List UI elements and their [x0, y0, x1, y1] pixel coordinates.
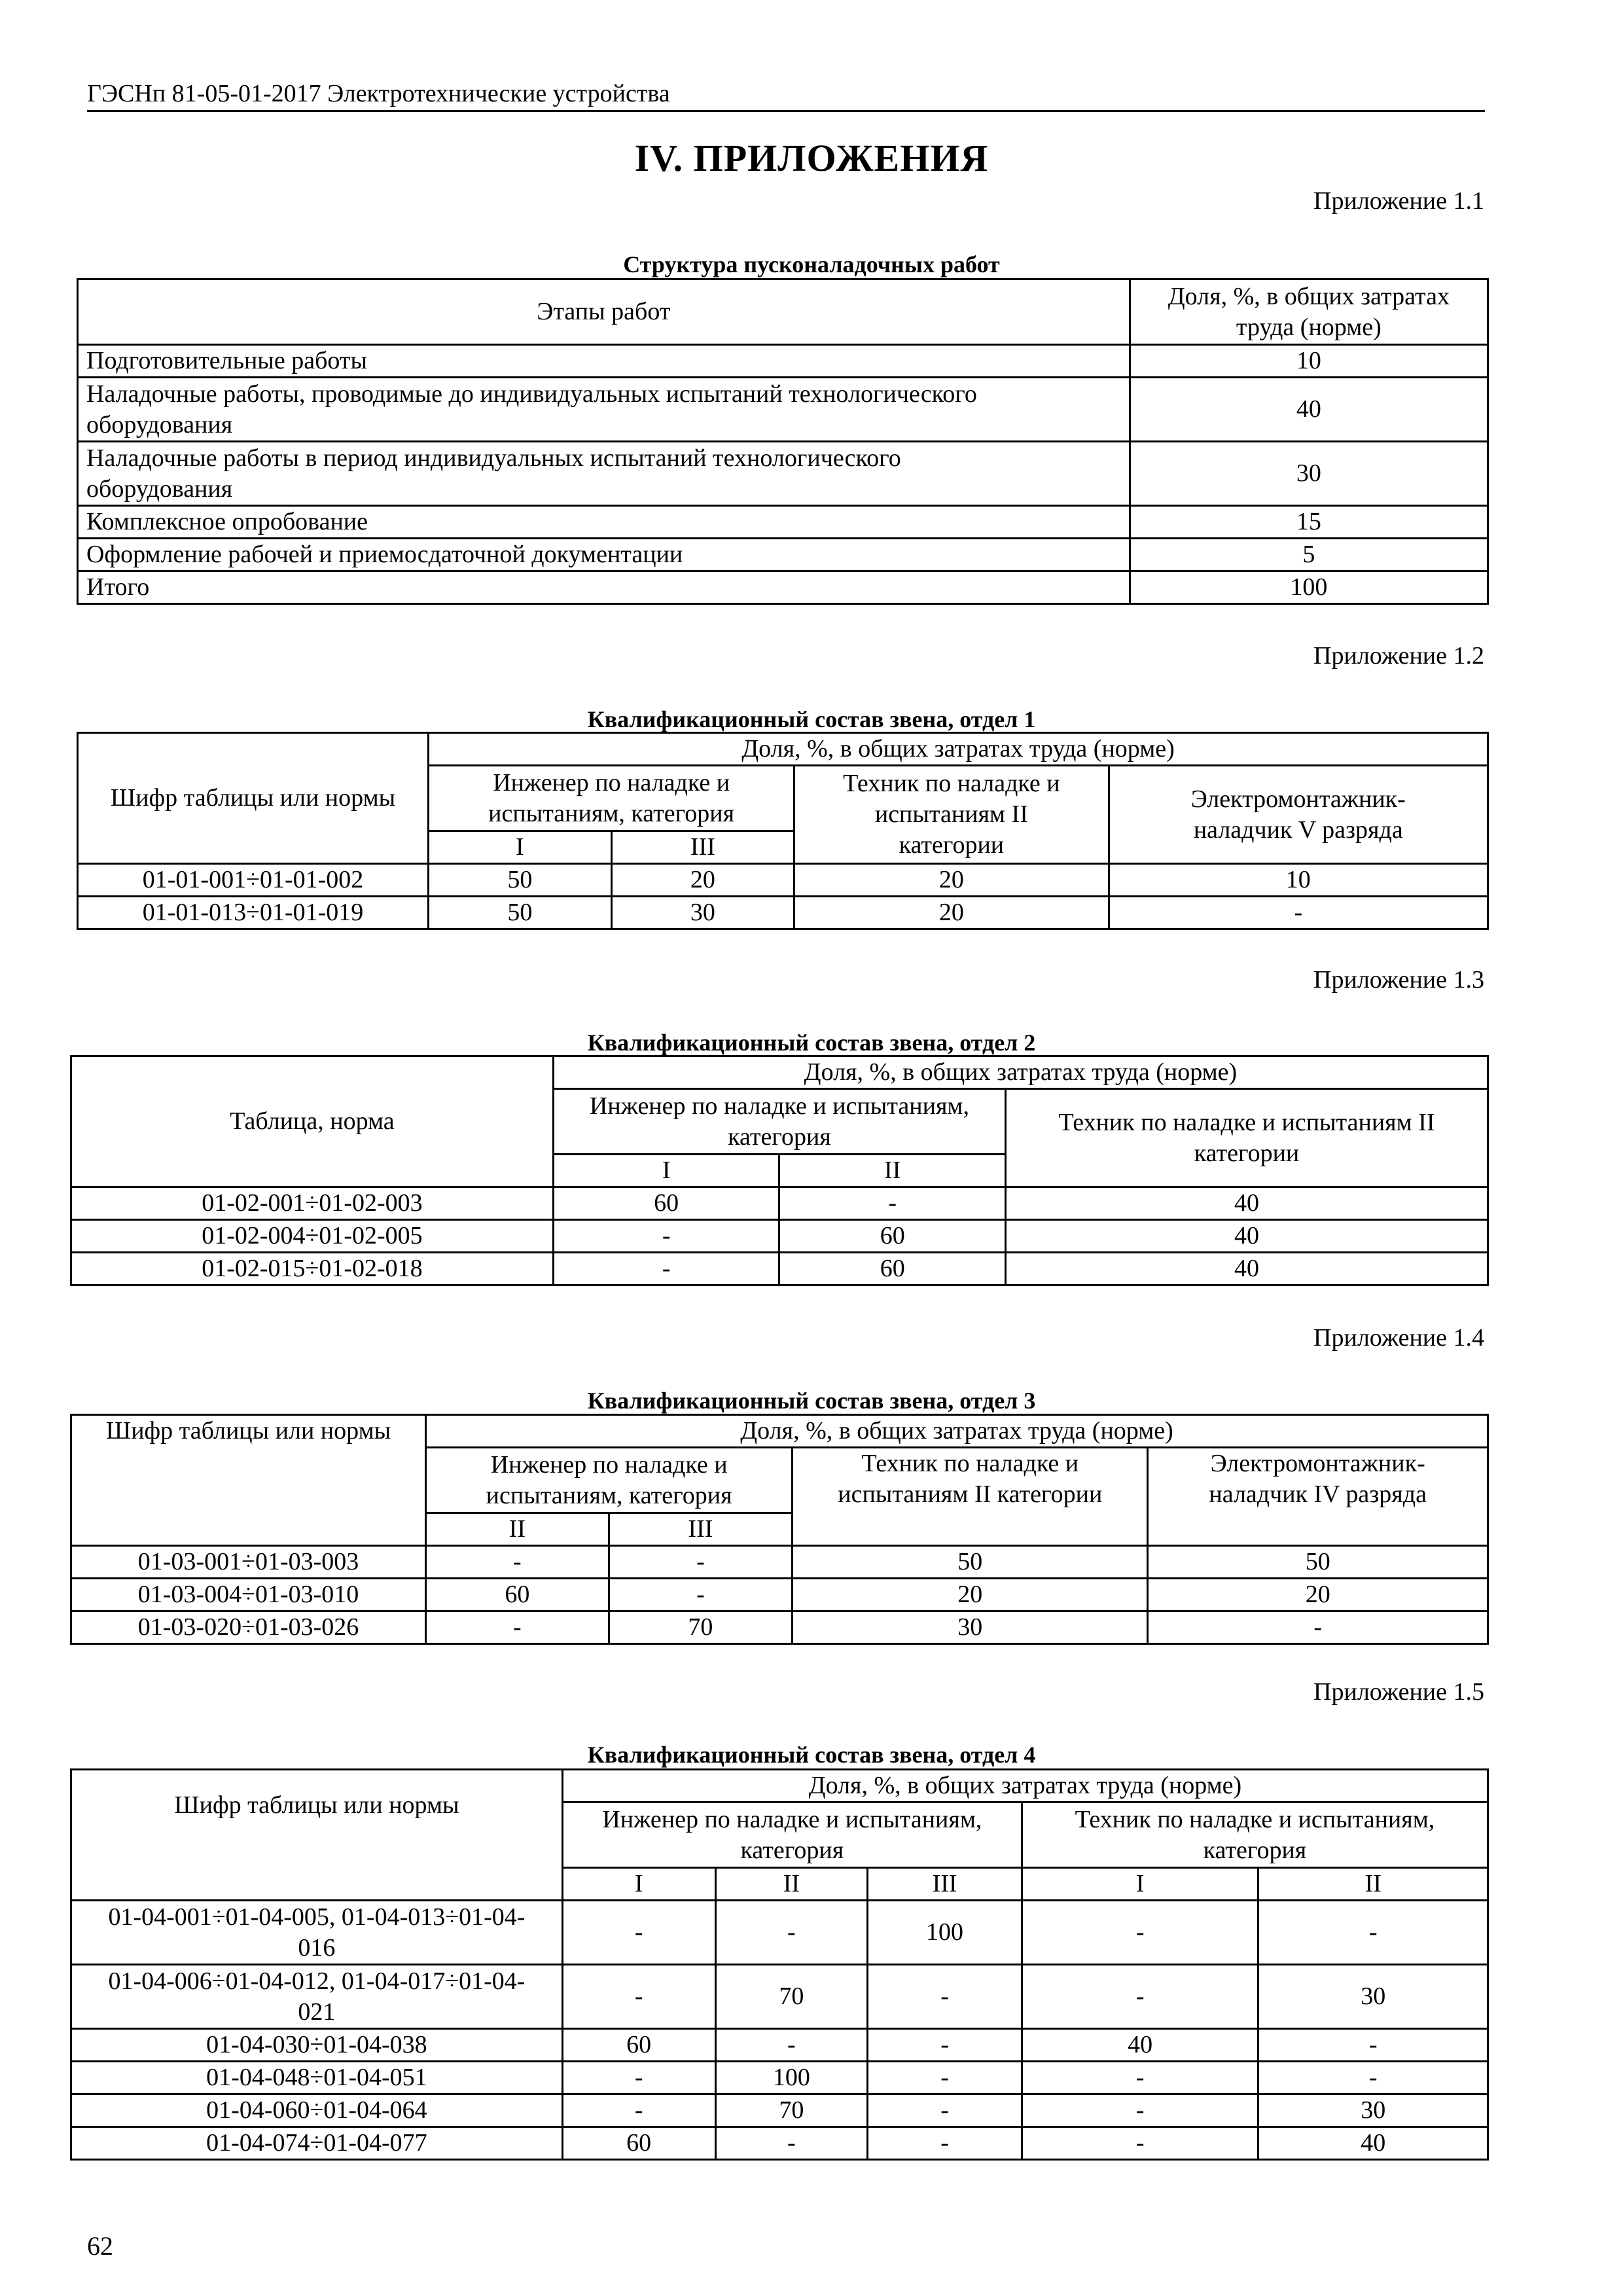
code-cell: 01-04-006÷01-04-012, 01-04-017÷01-04- 021	[71, 1965, 563, 2029]
code-cell: 01-03-001÷01-03-003	[71, 1546, 426, 1579]
code-header: Шифр таблицы или нормы	[71, 1770, 563, 1901]
value-cell: 20	[794, 897, 1109, 929]
value-cell: 60	[779, 1220, 1006, 1253]
table-row	[71, 2127, 1488, 2160]
value-cell: 30	[1258, 2094, 1488, 2127]
value-cell: -	[779, 1187, 1006, 1220]
header-cell: Доля, %, в общих затратах труда (норме)	[1130, 279, 1488, 345]
section-title: IV. ПРИЛОЖЕНИЯ	[634, 137, 989, 179]
value-cell: 70	[715, 1965, 868, 2029]
appendix-label-1-3: Приложение 1.3	[1313, 966, 1484, 994]
running-header: ГЭСНп 81-05-01-2017 Электротехнические устройства	[87, 77, 1485, 112]
value-cell: -	[1148, 1611, 1488, 1644]
code-header: Шифр таблицы или нормы	[78, 733, 429, 864]
table-row	[71, 1901, 1488, 1965]
engineer-header: Инженер по наладке и испытаниям, категория	[553, 1089, 1005, 1155]
stage-cell: Итого	[78, 571, 1130, 604]
technician-header: Техник по наладке и испытаниям II категории	[794, 766, 1109, 864]
table-section-3	[70, 1414, 1489, 1645]
code-cell: 01-01-013÷01-01-019	[78, 897, 429, 929]
code-cell: 01-04-060÷01-04-064	[71, 2094, 563, 2127]
category-cell: I	[562, 1868, 715, 1901]
technician-header: Техник по наладке и испытаниям II категории	[1005, 1089, 1488, 1187]
value-cell: 70	[609, 1611, 793, 1644]
category-cell: II	[715, 1868, 868, 1901]
value-cell: 60	[426, 1579, 609, 1611]
value-cell: -	[868, 1965, 1022, 2029]
category-cell: III	[611, 831, 794, 864]
appendix-label-1-4: Приложение 1.4	[1313, 1324, 1484, 1352]
table-row	[71, 1187, 1488, 1220]
value-cell: -	[1258, 2029, 1488, 2062]
category-cell: II	[779, 1155, 1006, 1187]
category-cell: III	[868, 1868, 1022, 1901]
appendix-label-1-5: Приложение 1.5	[1313, 1678, 1484, 1706]
value-cell: 10	[1109, 864, 1488, 897]
code-cell: 01-03-020÷01-03-026	[71, 1611, 426, 1644]
table-row	[78, 442, 1488, 506]
table-row	[71, 2029, 1488, 2062]
value-cell: -	[1022, 1965, 1258, 2029]
table-row	[71, 1253, 1488, 1285]
table-header-row	[71, 1770, 1488, 1803]
table-caption-1-2: Квалификационный состав звена, отдел 1	[587, 706, 1036, 732]
stage-cell: Наладочные работы в период индивидуальных испытаний технологического оборудования	[78, 442, 1130, 506]
value-cell: -	[553, 1220, 779, 1253]
engineer-header: Инженер по наладке и испытаниям, категория	[429, 766, 794, 831]
code-cell: 01-04-030÷01-04-038	[71, 2029, 563, 2062]
value-cell: 20	[1148, 1579, 1488, 1611]
value-cell: -	[868, 2094, 1022, 2127]
value-cell: 20	[793, 1579, 1148, 1611]
table-row	[78, 378, 1488, 442]
category-cell: III	[609, 1513, 793, 1546]
value-cell: -	[715, 1901, 868, 1965]
code-header: Шифр таблицы или нормы	[71, 1415, 426, 1546]
table-section-1	[77, 732, 1489, 930]
value-cell: -	[715, 2127, 868, 2160]
share-header: Доля, %, в общих затратах труда (норме)	[553, 1056, 1488, 1089]
value-cell: -	[1109, 897, 1488, 929]
code-cell: 01-04-001÷01-04-005, 01-04-013÷01-04- 016	[71, 1901, 563, 1965]
code-cell: 01-02-015÷01-02-018	[71, 1253, 554, 1285]
table-row	[78, 864, 1488, 897]
value-cell: -	[562, 1965, 715, 2029]
value-cell: -	[1022, 1901, 1258, 1965]
value-cell: 40	[1022, 2029, 1258, 2062]
appendix-label-1-1: Приложение 1.1	[1313, 187, 1484, 215]
value-cell: 100	[715, 2062, 868, 2094]
category-cell: I	[1022, 1868, 1258, 1901]
value-cell: 40	[1005, 1253, 1488, 1285]
value-cell: 10	[1130, 345, 1488, 378]
table-caption-1-4: Квалификационный состав звена, отдел 3	[587, 1388, 1036, 1414]
value-cell: 30	[793, 1611, 1148, 1644]
value-cell: -	[553, 1253, 779, 1285]
value-cell: 70	[715, 2094, 868, 2127]
value-cell: 40	[1005, 1220, 1488, 1253]
stage-cell: Комплексное опробование	[78, 506, 1130, 539]
value-cell: 60	[779, 1253, 1006, 1285]
value-cell: 50	[429, 897, 612, 929]
value-cell: -	[1258, 1901, 1488, 1965]
value-cell: 40	[1258, 2127, 1488, 2160]
value-cell: -	[426, 1546, 609, 1579]
value-cell: 60	[553, 1187, 779, 1220]
value-cell: 30	[611, 897, 794, 929]
value-cell: 40	[1005, 1187, 1488, 1220]
code-cell: 01-03-004÷01-03-010	[71, 1579, 426, 1611]
table-row	[71, 1579, 1488, 1611]
value-cell: 100	[1130, 571, 1488, 604]
value-cell: -	[609, 1579, 793, 1611]
code-cell: 01-04-048÷01-04-051	[71, 2062, 563, 2094]
value-cell: -	[562, 2062, 715, 2094]
table-row	[78, 897, 1488, 929]
value-cell: -	[868, 2062, 1022, 2094]
table-row	[71, 1220, 1488, 1253]
value-cell: 60	[562, 2127, 715, 2160]
technician-header: Техник по наладке и испытаниям, категория	[1022, 1803, 1488, 1868]
table-row	[71, 2094, 1488, 2127]
technician-header: Техник по наладке и испытаниям II категории	[793, 1448, 1148, 1546]
value-cell: 40	[1130, 378, 1488, 442]
value-cell: -	[562, 1901, 715, 1965]
share-header: Доля, %, в общих затратах труда (норме)	[562, 1770, 1488, 1803]
value-cell: -	[562, 2094, 715, 2127]
category-cell: I	[429, 831, 612, 864]
table-header-row	[71, 1056, 1488, 1089]
value-cell: 50	[429, 864, 612, 897]
electrician-header: Электромонтажник- наладчик IV разряда	[1148, 1448, 1488, 1546]
value-cell: 60	[562, 2029, 715, 2062]
code-cell: 01-01-001÷01-01-002	[78, 864, 429, 897]
appendix-label-1-2: Приложение 1.2	[1313, 642, 1484, 670]
share-header: Доля, %, в общих затратах труда (норме)	[429, 733, 1488, 766]
stage-cell: Наладочные работы, проводимые до индивидуальных испытаний технологического оборудования	[78, 378, 1130, 442]
value-cell: -	[1022, 2094, 1258, 2127]
engineer-header: Инженер по наладке и испытаниям, категория	[426, 1448, 793, 1513]
table-row	[71, 1546, 1488, 1579]
code-cell: 01-02-001÷01-02-003	[71, 1187, 554, 1220]
category-cell: I	[553, 1155, 779, 1187]
table-caption-1-1: Структура пусконаладочных работ	[623, 251, 1000, 278]
category-cell: II	[426, 1513, 609, 1546]
stage-cell: Подготовительные работы	[78, 345, 1130, 378]
code-cell: 01-02-004÷01-02-005	[71, 1220, 554, 1253]
value-cell: -	[715, 2029, 868, 2062]
value-cell: 100	[868, 1901, 1022, 1965]
value-cell: 50	[793, 1546, 1148, 1579]
value-cell: -	[868, 2029, 1022, 2062]
value-cell: 5	[1130, 539, 1488, 571]
table-header-row	[78, 733, 1488, 766]
value-cell: -	[1022, 2127, 1258, 2160]
value-cell: 30	[1130, 442, 1488, 506]
engineer-header: Инженер по наладке и испытаниям, категория	[562, 1803, 1022, 1868]
value-cell: 15	[1130, 506, 1488, 539]
table-row	[71, 1611, 1488, 1644]
value-cell: -	[1022, 2062, 1258, 2094]
table-total-row	[78, 571, 1488, 604]
table-row	[71, 1965, 1488, 2029]
table-section-2	[70, 1055, 1489, 1286]
code-header: Таблица, норма	[71, 1056, 554, 1187]
value-cell: 20	[794, 864, 1109, 897]
electrician-header: Электромонтажник- наладчик V разряда	[1109, 766, 1488, 864]
page-number: 62	[87, 2231, 113, 2261]
category-cell: II	[1258, 1868, 1488, 1901]
table-work-structure	[77, 278, 1489, 605]
table-header-row	[71, 1415, 1488, 1448]
share-header: Доля, %, в общих затратах труда (норме)	[426, 1415, 1488, 1448]
stage-cell: Оформление рабочей и приемосдаточной документации	[78, 539, 1130, 571]
value-cell: 50	[1148, 1546, 1488, 1579]
table-row	[78, 506, 1488, 539]
table-header-row	[78, 279, 1488, 345]
header-cell: Этапы работ	[78, 279, 1130, 345]
value-cell: 20	[611, 864, 794, 897]
value-cell: -	[1258, 2062, 1488, 2094]
table-caption-1-3: Квалификационный состав звена, отдел 2	[587, 1030, 1036, 1056]
table-row	[78, 539, 1488, 571]
value-cell: -	[426, 1611, 609, 1644]
code-cell: 01-04-074÷01-04-077	[71, 2127, 563, 2160]
value-cell: -	[609, 1546, 793, 1579]
table-row	[78, 345, 1488, 378]
table-section-4	[70, 1768, 1489, 2161]
value-cell: -	[868, 2127, 1022, 2160]
table-row	[71, 2062, 1488, 2094]
value-cell: 30	[1258, 1965, 1488, 2029]
table-caption-1-5: Квалификационный состав звена, отдел 4	[587, 1742, 1036, 1768]
